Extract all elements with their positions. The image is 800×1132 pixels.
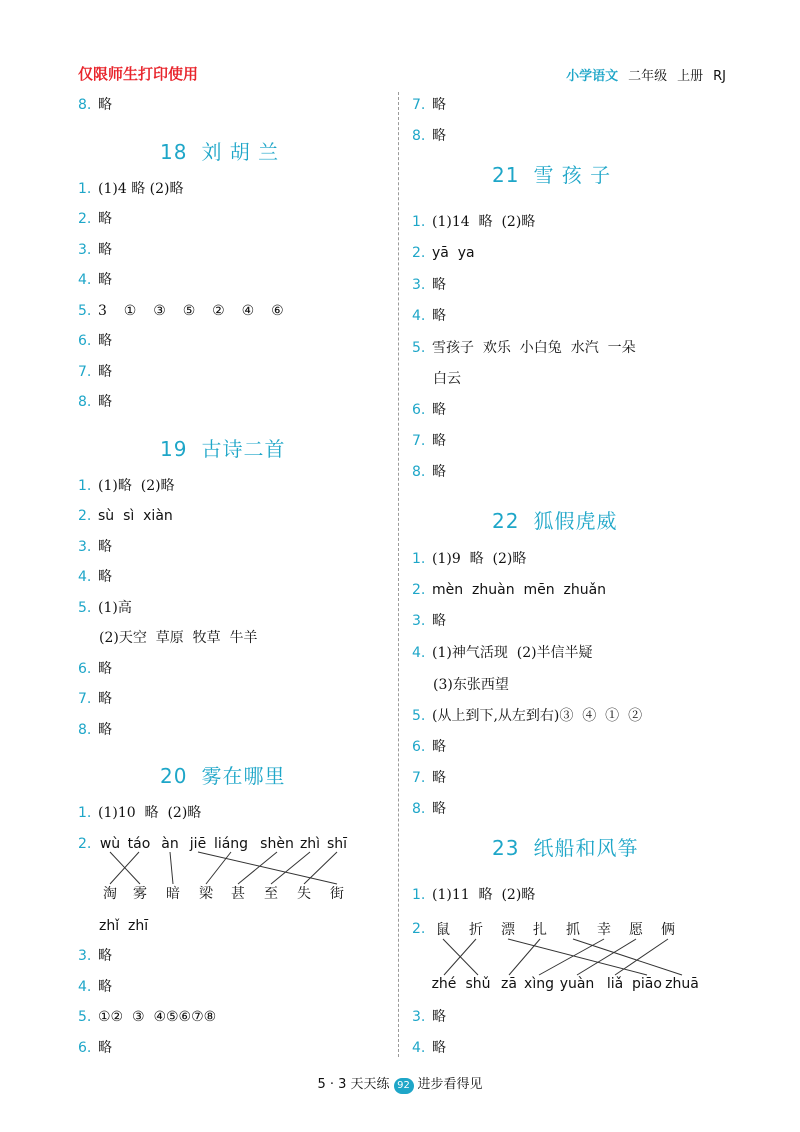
answer-line: 2. [78, 836, 92, 852]
match-connector [615, 939, 668, 975]
hanzi-char: 漂 [501, 922, 515, 938]
pinyin-word: piāo [632, 976, 662, 992]
pinyin-word: shǔ [465, 976, 491, 992]
answer-line: 3. 略 [78, 539, 112, 555]
pinyin-word: wù [99, 836, 121, 852]
lesson-title: 19 古诗二首 [160, 437, 286, 461]
hanzi-char: 俩 [661, 922, 675, 938]
pinyin-word: liǎ [606, 976, 624, 992]
answer-line: 3. 略 [412, 1009, 446, 1025]
lesson-title: 21 雪 孩 子 [492, 163, 612, 187]
answer-line: (2)天空 草原 牧草 牛羊 [99, 630, 258, 646]
hanzi-char: 甚 [231, 886, 245, 902]
answer-line: 7. 略 [78, 364, 112, 380]
answer-line: 4. 略 [412, 1040, 446, 1056]
lesson-title: 18 刘 胡 兰 [160, 140, 280, 164]
match-connector [539, 939, 604, 975]
answer-line: 4. (1)神气活现 (2)半信半疑 [412, 645, 593, 661]
answer-line: 3. 略 [412, 613, 446, 629]
match-connector [271, 852, 310, 884]
answer-line: 1. (1)11 略 (2)略 [412, 887, 536, 903]
page-number-badge: 92 [394, 1078, 414, 1094]
hanzi-char: 街 [330, 886, 344, 902]
answer-line: 3. 略 [412, 277, 446, 293]
answer-line: 5. (从上到下,从左到右)③ ④ ① ② [412, 708, 643, 724]
answer-line: 2. yā ya [412, 245, 475, 261]
hanzi-char: 折 [469, 922, 483, 938]
answer-line: 5. (1)高 [78, 600, 132, 616]
lesson-title: 22 狐假虎威 [492, 509, 618, 533]
answer-line: 8. 略 [412, 801, 446, 817]
answer-line: 7. 略 [412, 97, 446, 113]
answer-line: 1. (1)10 略 (2)略 [78, 805, 202, 821]
answer-line: 4. 略 [78, 272, 112, 288]
answer-line: 1. (1)14 略 (2)略 [412, 214, 536, 230]
answer-line: 2. mèn zhuàn mēn zhuǎn [412, 582, 607, 598]
answer-line: 8. 略 [78, 394, 112, 410]
pinyin-word: shèn [260, 836, 294, 852]
hanzi-char: 至 [264, 886, 278, 902]
match-connector [509, 939, 540, 975]
hanzi-char: 淘 [103, 886, 117, 902]
answer-line: 1. (1)4 略 (2)略 [78, 181, 184, 197]
pinyin-word: zhé [431, 976, 457, 992]
answer-line: 8. 略 [78, 97, 112, 113]
pinyin-word: zā [501, 976, 517, 992]
footer-brand: 5 · 3 天天练 [317, 1077, 390, 1092]
answer-line: 2. 略 [78, 211, 112, 227]
answer-line: 4. 略 [78, 569, 112, 585]
print-notice: 仅限师生打印使用 [78, 65, 199, 83]
pinyin-word: zhuā [665, 976, 699, 992]
hanzi-char: 鼠 [436, 922, 450, 938]
answer-line: (3)东张西望 [433, 677, 509, 693]
hanzi-char: 雾 [133, 886, 147, 902]
answer-line: zhǐ zhī [99, 918, 149, 934]
hanzi-char: 暗 [166, 886, 180, 902]
hanzi-char: 梁 [199, 886, 213, 902]
answer-line: 7. 略 [78, 691, 112, 707]
answer-line: 6. 略 [78, 333, 112, 349]
answer-line: 5. 雪孩子 欢乐 小白兔 水汽 一朵 [412, 340, 636, 356]
answer-line: 1. (1)9 略 (2)略 [412, 551, 527, 567]
pinyin-word: shī [326, 836, 348, 852]
pinyin-word: xìng [524, 976, 554, 992]
column-divider [398, 92, 399, 1057]
lesson-title: 23 纸船和风筝 [492, 836, 639, 860]
match-connector [170, 852, 173, 884]
answer-line: 2. [412, 921, 426, 937]
answer-line: 8. 略 [412, 464, 446, 480]
answer-line: 7. 略 [412, 433, 446, 449]
answer-line: 6. 略 [412, 739, 446, 755]
answer-line: 4. 略 [412, 308, 446, 324]
hanzi-char: 扎 [533, 922, 547, 938]
answer-line: 1. (1)略 (2)略 [78, 478, 175, 494]
answer-line: 5. 3 ① ③ ⑤ ② ④ ⑥ [78, 303, 284, 319]
hanzi-char: 失 [297, 886, 311, 902]
answer-line: 4. 略 [78, 979, 112, 995]
grade-label: 二年级 [628, 69, 668, 84]
hanzi-char: 抓 [566, 922, 580, 938]
pinyin-word: táo [127, 836, 151, 852]
answer-line: 白云 [433, 371, 461, 387]
hanzi-char: 幸 [597, 922, 611, 938]
lesson-title: 20 雾在哪里 [160, 764, 286, 788]
pinyin-word: yuàn [559, 976, 595, 992]
edition-label: RJ [713, 69, 726, 84]
answer-line: 8. 略 [78, 722, 112, 738]
matching-exercise [78, 832, 378, 912]
pinyin-word: jiē [189, 836, 207, 852]
answer-line: 8. 略 [412, 128, 446, 144]
match-connector [238, 852, 277, 884]
pinyin-word: liáng [213, 836, 249, 852]
answer-line: 6. 略 [78, 661, 112, 677]
volume-label: 上册 [677, 69, 704, 84]
pinyin-word: zhì [299, 836, 321, 852]
pinyin-word: àn [161, 836, 179, 852]
answer-line: 7. 略 [412, 770, 446, 786]
footer-slogan: 进步看得见 [417, 1077, 483, 1092]
matching-exercise [412, 917, 732, 997]
answer-line: 5. ①② ③ ④⑤⑥⑦⑧ [78, 1009, 217, 1025]
answer-line: 3. 略 [78, 948, 112, 964]
subject-label: 小学语文 [566, 69, 619, 84]
page-footer [0, 1073, 800, 1094]
hanzi-char: 愿 [629, 922, 643, 938]
match-connector [304, 852, 337, 884]
book-info [566, 65, 726, 84]
answer-line: 6. 略 [78, 1040, 112, 1056]
answer-line: 6. 略 [412, 402, 446, 418]
answer-line: 2. sù sì xiàn [78, 508, 173, 524]
answer-line: 3. 略 [78, 242, 112, 258]
